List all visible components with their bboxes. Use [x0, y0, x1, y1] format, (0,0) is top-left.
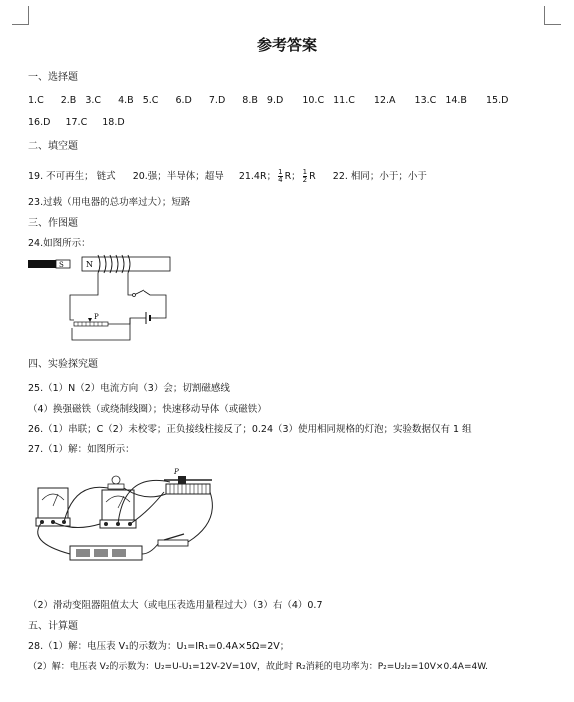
bar-magnet-north-half — [28, 260, 56, 268]
answer-23: 23.过载（用电器的总功率过大）；短路 — [28, 197, 191, 208]
answer: 12.A — [373, 95, 396, 106]
coil-n-label: N — [86, 260, 93, 269]
answer: 17.C — [65, 117, 88, 128]
magnet-s-label: S — [59, 261, 64, 269]
choice-answers-row1 — [28, 95, 508, 106]
answer: 16.D — [28, 117, 51, 128]
answer: 8.B — [242, 95, 258, 106]
answer: 6.D — [175, 95, 192, 106]
answer: 18.D — [102, 117, 125, 128]
answer-25-line1: 25.（1）N（2）电流方向（3）会；切割磁感线 — [28, 383, 230, 394]
answer-28-line2: （2）解：电压表 V₂的示数为：U₂=U-U₁=12V-2V=10V，故此时 R₂消耗的电功率为：P₂=U₂I₂=10V×0.4A=4W. — [28, 662, 488, 672]
answer: 1.C — [28, 95, 44, 106]
section-heading-calculation: 五、计算题 — [28, 621, 78, 632]
answer-27-label: 27.（1）解：如图所示： — [28, 444, 135, 455]
answer-26: 26.（1）串联；C（2）未校零；正负接线柱接反了；0.24（3）使用相同规格的灯泡；实验数据仅有 1 组 — [28, 424, 472, 435]
section-heading-choice: 一、选择题 — [28, 72, 78, 83]
answer: 2.B — [60, 95, 77, 106]
fill-answers-19-22 — [28, 168, 427, 184]
answer-19: 19. 不可再生； 链式 — [28, 171, 116, 182]
answer-28-line1: 28.（1）解：电压表 V₁的示数为：U₁=IR₁=0.4A×5Ω=2V； — [28, 641, 290, 652]
answer-24-label: 24.如图所示： — [28, 238, 91, 249]
fraction-half: $\frac{1}{2}$ — [302, 168, 308, 184]
answer-22: 22. 相同；小于；小于 — [332, 171, 427, 182]
rheostat-body — [74, 322, 108, 326]
answer-21: 21.4R； $\frac{1}{4}$ R； $\frac{1}{2}$ R — [238, 168, 316, 184]
section-heading-drawing: 三、作图题 — [28, 218, 78, 229]
battery-box-icon — [70, 546, 142, 560]
answer: 7.D — [208, 95, 226, 106]
answer: 14.B — [445, 95, 467, 106]
rheostat-p-label: P — [174, 468, 179, 476]
corner-mark-top-right — [544, 6, 561, 25]
fraction-quarter: $\frac{1}{4}$ — [278, 168, 283, 184]
section-heading-fill: 二、填空题 — [28, 141, 78, 152]
answer: 9.D — [266, 95, 284, 106]
circuit-wires — [70, 273, 166, 340]
answer: 11.C — [333, 95, 355, 106]
answer: 4.B — [118, 95, 134, 106]
answer-25-line2: （4）换强磁铁（或绕制线圈）；快速移动导体（或磁铁） — [28, 404, 267, 415]
corner-mark-top-left — [12, 6, 29, 25]
iron-core — [82, 257, 170, 271]
answer: 5.C — [142, 95, 159, 106]
section-heading-experiment: 四、实验探究题 — [28, 359, 98, 370]
answer: 10.C — [302, 95, 325, 106]
electromagnet-circuit-diagram — [26, 250, 186, 350]
answer-27-part2: （2）滑动变阻器阻值太大（或电压表选用量程过大）（3）右（4）0.7 — [28, 600, 323, 611]
switch-contact — [133, 294, 136, 297]
answer: 3.C — [85, 95, 102, 106]
page-title: 参考答案 — [256, 36, 317, 54]
answer-20: 20.强；半导体；超导 — [132, 171, 224, 182]
light-bulb-icon — [108, 476, 124, 489]
switch-icon — [158, 534, 188, 546]
choice-answers-row2 — [28, 117, 125, 128]
rheostat-slider-arrow — [88, 318, 92, 322]
sliding-rheostat-icon — [164, 476, 212, 494]
experiment-apparatus-diagram — [24, 462, 224, 570]
answer: 13.C — [414, 95, 437, 106]
slider-p-label: P — [94, 313, 99, 321]
answer: 15.D — [486, 95, 509, 106]
